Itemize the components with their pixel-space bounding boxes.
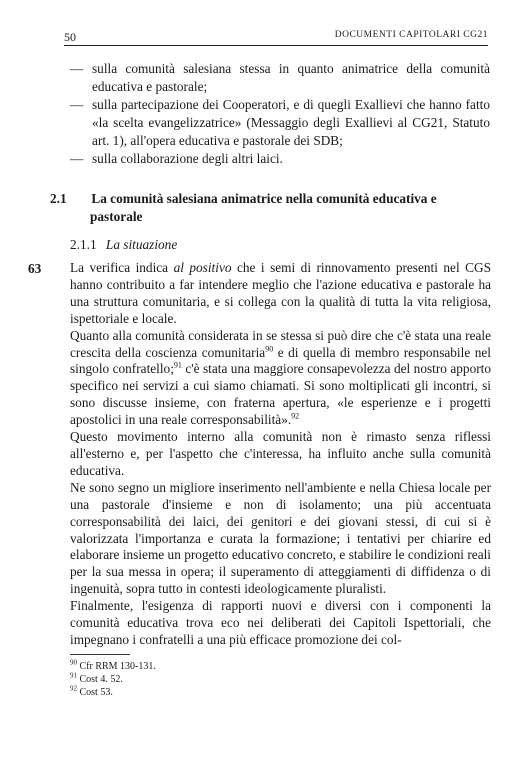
margin-paragraph-number: 63	[28, 261, 42, 276]
footnote-rule	[70, 654, 130, 655]
section-title: La comunità salesiana animatrice nella comunità educativa e pastorale	[90, 191, 437, 224]
emphasis: al positivo	[173, 260, 232, 275]
dash-marker: —	[70, 97, 84, 112]
subsection-title: La situazione	[105, 237, 178, 252]
subsection-number: 2.1.1	[70, 237, 97, 252]
section-number: 2.1	[50, 191, 67, 206]
footnotes	[70, 660, 156, 699]
bullet-item	[70, 96, 490, 150]
bullet-item	[70, 150, 490, 168]
bullet-list	[70, 60, 490, 168]
section-heading	[50, 190, 460, 226]
footnote: $^{92}$ Cost 53.	[70, 684, 113, 698]
footnote-ref: 91	[173, 361, 182, 371]
bullet-text: sulla partecipazione dei Cooperatori, e di quegli Exallievi che hanno fatto «la scelta evangelizzatrice» (Messaggio degli Exallievi al CG21, Statuto art. 1), all'opera educativa e pastorale dei SDB;	[92, 97, 490, 148]
paragraph: Finalmente, l'esigenza di rapporti nuovi e diversi con i componenti la comunità educativa trova eco nei deliberati dei Capitoli Ispettoriali, che impegnano i confratelli a una più efficace promozione dei col-	[70, 598, 491, 647]
footnote: $^{90}$ Cfr RRM 130-131.	[70, 658, 156, 672]
bullet-item	[70, 60, 490, 96]
bullet-text: sulla comunità salesiana stessa in quanto animatrice della comunità educativa e pastorale;	[92, 61, 490, 94]
bullet-text: sulla collaborazione degli altri laici.	[92, 151, 283, 166]
body-text	[70, 260, 491, 649]
paragraph: Quanto alla comunità considerata in se stessa si può dire che c'è stata una reale crescita della coscienza comunitaria$^{90}$ e di quella di membro responsabile nel singolo confratello;$^{91}$ c'è stata una maggiore consapevolezza del nostro apporto specifico nei servizi a cui siamo chiamati. Si sono moltiplicati gli incontri, si sono discusse insieme, con fraterna apertura, «le esperienze e i progetti apostolici in una reale corresponsabilità».$^{92}$	[70, 327, 491, 428]
running-title: DOCUMENTI CAPITOLARI CG21	[334, 30, 488, 40]
paragraph: Questo movimento interno alla comunità non è rimasto senza riflessi all'esterno e, per l'aspetto che c'interessa, ha influito anche sulla comunità educativa.	[70, 429, 491, 478]
dash-marker: —	[70, 61, 84, 76]
dash-marker: —	[70, 151, 84, 166]
page-number: 50	[64, 30, 76, 44]
footnote-ref: 92	[291, 411, 300, 421]
footnote-ref: 90	[265, 344, 274, 354]
header-rule	[64, 45, 488, 46]
paragraph: La verifica indica al positivo che i semi di rinnovamento presenti nel CGS hanno contribuito a far intendere meglio che l'azione educativa e pastorale ha una struttura comunitaria, e si collega con la qualità di tutta la vita religiosa, ispettoriale e locale.	[70, 260, 491, 326]
paragraph: Ne sono segno un migliore inserimento nell'ambiente e nella Chiesa locale per una pastorale d'insieme e non di isolamento; una più accentuata corresponsabilità dei laici, dei genitori e dei giovani stessi, di cui si è valorizzata l'importanza e curata la formazione; i tentativi per chiarire ed elaborare insieme un progetto educativo concreto, e stabilire le condizioni reali per la sua messa in opera; il superamento di atteggiamenti di diffidenza o di ingenuità, sopra tutto in contesti ideologicamente pluralisti.	[70, 479, 491, 597]
running-header	[64, 30, 488, 44]
footnote: $^{91}$ Cost 4. 52.	[70, 671, 123, 685]
subsection-heading	[70, 236, 177, 254]
